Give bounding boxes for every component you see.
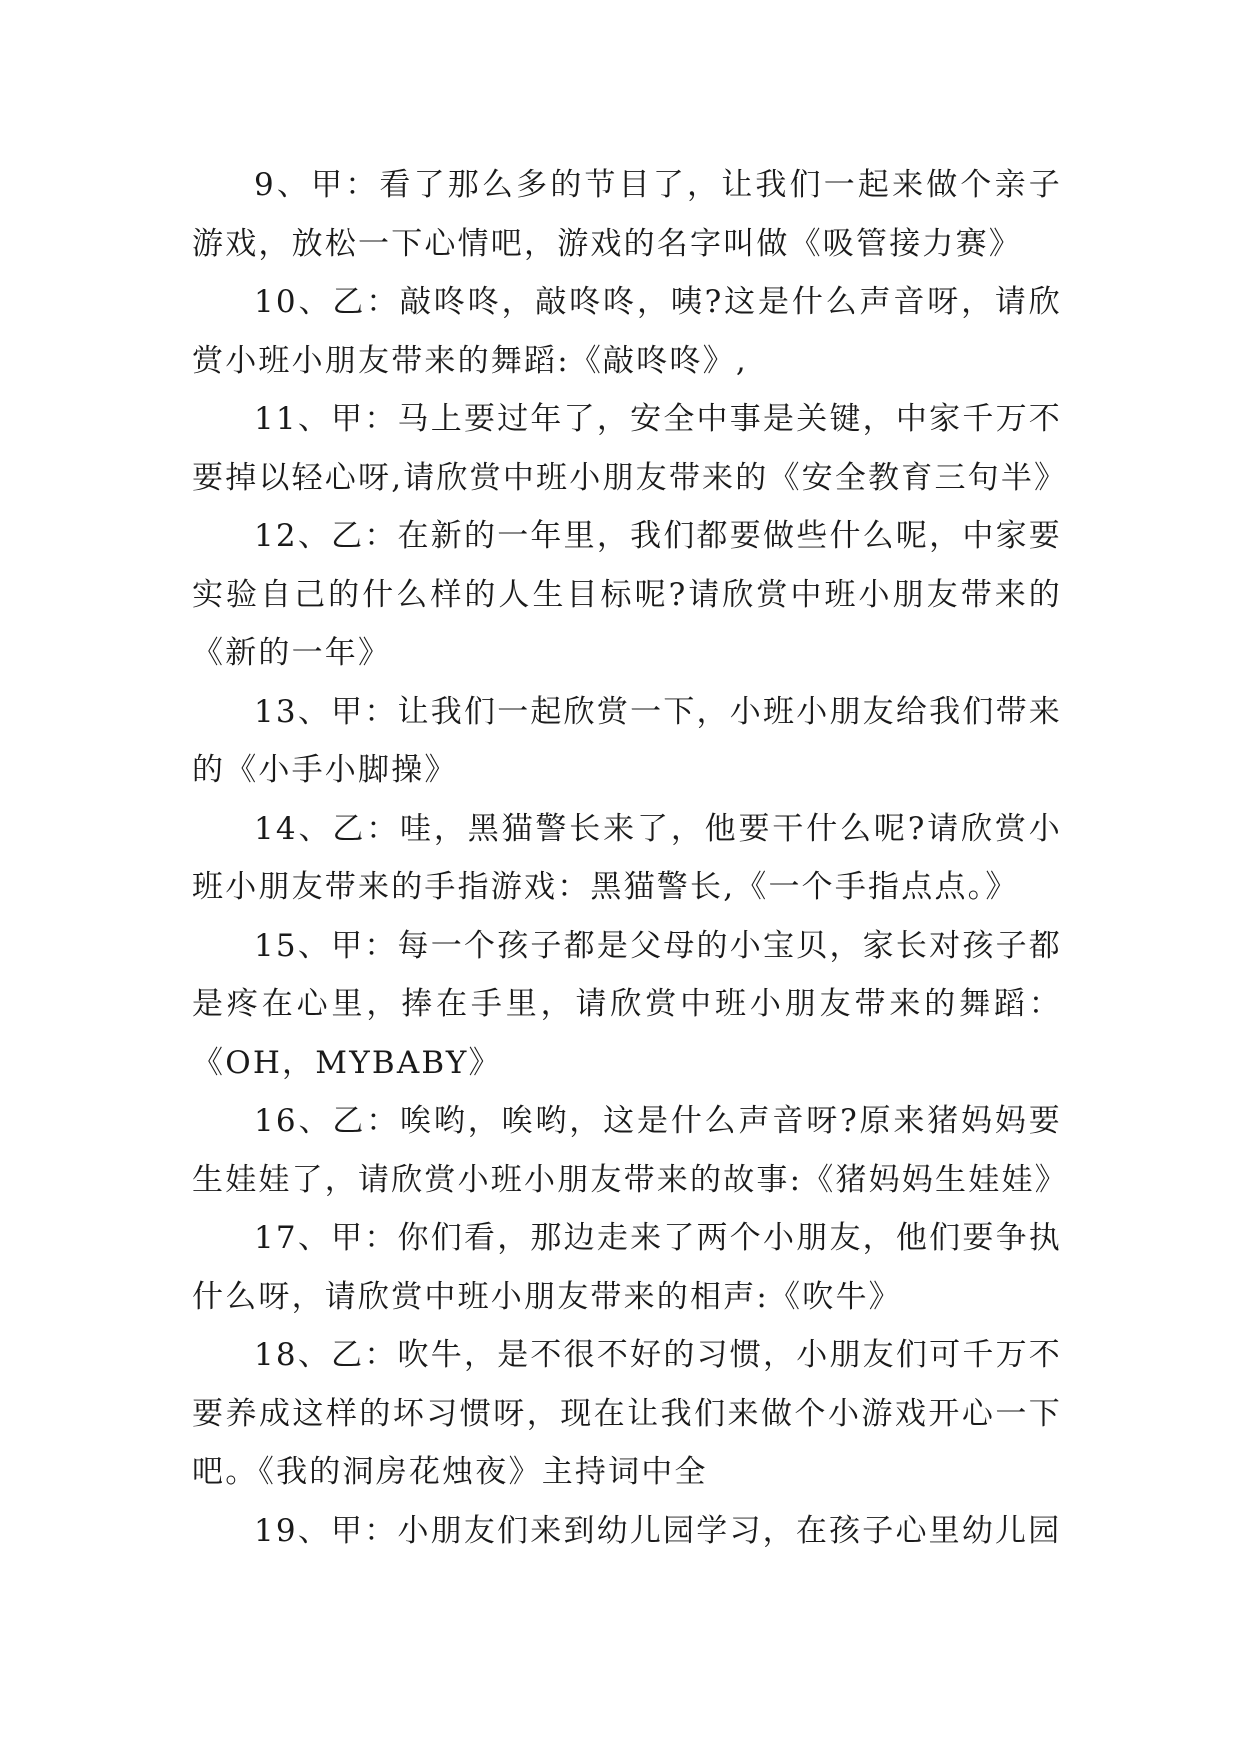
paragraph-17: 17、甲：你们看，那边走来了两个小朋友，他们要争执什么呀，请欣赏中班小朋友带来的相声:《吹牛》 [192, 1220, 1062, 1315]
paragraph-10: 10、乙：敲咚咚，敲咚咚，咦?这是什么声音呀，请欣赏小班小朋友带来的舞蹈:《敲咚咚》, [192, 284, 1062, 379]
document-page [192, 156, 1068, 1560]
paragraph-18: 18、乙：吹牛，是不很不好的习惯，小朋友们可千万不要养成这样的坏习惯呀，现在让我们来做个小游戏开心一下吧。《我的洞房花烛夜》主持词中全 [192, 1337, 1062, 1490]
paragraph-16: 16、乙：唉哟，唉哟，这是什么声音呀?原来猪妈妈要生娃娃了，请欣赏小班小朋友带来的故事:《猪妈妈生娃娃》 [192, 1103, 1068, 1198]
paragraph-19: 19、甲：小朋友们来到幼儿园学习，在孩子心里幼儿园 [254, 1512, 1062, 1549]
paragraph-9: 9、甲：看了那么多的节目了，让我们一起来做个亲子游戏，放松一下心情吧，游戏的名字叫做《吸管接力赛》 [192, 167, 1062, 262]
paragraph-13: 13、甲：让我们一起欣赏一下，小班小朋友给我们带来的《小手小脚操》 [192, 693, 1062, 788]
paragraph-12: 12、乙：在新的一年里，我们都要做些什么呢，中家要实验自己的什么样的人生目标呢?请欣赏中班小朋友带来的《新的一年》 [192, 518, 1062, 671]
paragraph-15: 15、甲：每一个孩子都是父母的小宝贝，家长对孩子都是疼在心里，捧在手里，请欣赏中班小朋友带来的舞蹈：《OH，MYBABY》 [192, 927, 1062, 1081]
paragraph-11: 11、甲：马上要过年了，安全中事是关键，中家千万不要掉以轻心呀,请欣赏中班小朋友带来的《安全教育三句半》 [192, 401, 1068, 496]
paragraph-14: 14、乙：哇，黑猫警长来了，他要干什么呢?请欣赏小班小朋友带来的手指游戏：黑猫警长,《一个手指点点。》 [192, 810, 1062, 905]
